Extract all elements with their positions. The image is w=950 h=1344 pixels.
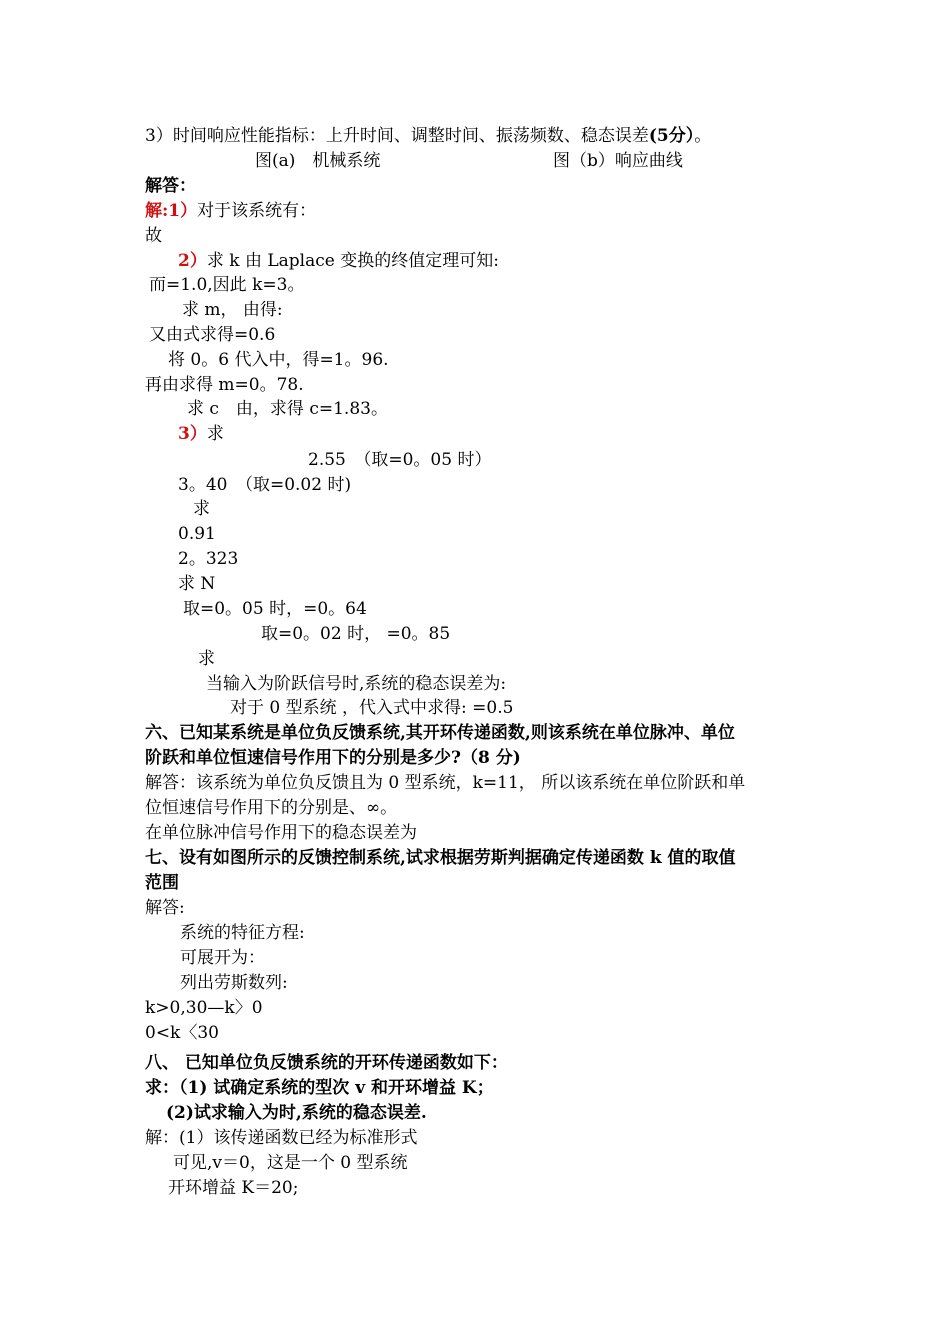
text: 对于该系统有： <box>197 201 317 221</box>
line-find-ess: 求 <box>198 649 215 669</box>
text: 求 k 由 Laplace 变换的终值定理可知: <box>206 251 499 271</box>
line-performance-metrics <box>145 125 711 147</box>
line-find-n: 求 N <box>178 574 216 594</box>
line-n-5pct: 取=0。05 时，=0。64 <box>183 599 367 619</box>
caption-figure-b: 图（b）响应曲线 <box>553 151 683 171</box>
line-n-2pct: 取=0。02 时， =0。85 <box>261 624 451 644</box>
question-7-line-1: 七、设有如图所示的反馈控制系统,试求根据劳斯判据确定传递函数 k 值的取值 <box>145 848 736 868</box>
answer-7-expand: 可展开为： <box>180 948 265 968</box>
question-8-line-1: 八、 已知单位负反馈系统的开环传递函数如下： <box>145 1053 508 1073</box>
answer-8-line-2: 可见,v＝0，这是一个 0 型系统 <box>173 1153 408 1173</box>
score: (5分） <box>648 126 695 146</box>
line-k-result: 而=1.0,因此 k=3。 <box>149 275 305 295</box>
question-8-line-3: (2)试求输入为时,系统的稳态误差. <box>166 1103 427 1123</box>
line-step-input: 当输入为阶跃信号时,系统的稳态误差为: <box>206 674 507 694</box>
step-marker: 解:1） <box>145 201 198 221</box>
question-6-line-2: 阶跃和单位恒速信号作用下的分别是多少?（8 分) <box>145 748 521 768</box>
text: 3）时间响应性能指标：上升时间、调整时间、振荡频数、稳态误差 <box>145 126 649 146</box>
answer-heading: 解答： <box>145 176 196 196</box>
line-type0-result: 对于 0 型系统 ，代入式中求得: =0.5 <box>230 698 514 718</box>
answer-8-line-3: 开环增益 K＝20; <box>168 1178 299 1198</box>
answer-7-condition: k>0,30—k〉0 <box>145 998 263 1018</box>
line-omega: 将 0。6 代入中，得=1。96. <box>168 350 389 370</box>
line-ts-2pct: 3。40 （取=0.02 时) <box>178 475 352 495</box>
answer-7-routh: 列出劳斯数列: <box>180 973 288 993</box>
answer-6-line-3: 在单位脉冲信号作用下的稳态误差为 <box>145 823 417 843</box>
caption-figure-a: 图(a) 机械系统 <box>255 151 381 171</box>
line-find: 求 <box>193 499 210 519</box>
answer-7-heading: 解答: <box>145 898 185 918</box>
line-find-m: 求 m， 由得: <box>182 300 283 320</box>
answer-6-line-1: 解答：该系统为单位负反馈且为 0 型系统，k=11， 所以该系统在单位阶跃和单 <box>145 773 746 793</box>
question-8-line-2: 求：（1) 试确定系统的型次 v 和开环增益 K； <box>145 1078 494 1098</box>
answer-6-line-2: 位恒速信号作用下的分别是、∞。 <box>145 798 398 818</box>
question-7-line-2: 范围 <box>145 873 179 893</box>
step-marker: 2） <box>178 251 207 271</box>
line-value-2323: 2。323 <box>178 549 239 569</box>
line-therefore: 故 <box>145 226 162 246</box>
answer-8-line-1: 解：(1）该传递函数已经为标准形式 <box>145 1128 418 1148</box>
line-ts-5pct: 2.55 （取=0。05 时） <box>308 450 492 470</box>
solution-step-2 <box>178 250 499 272</box>
line-m-result: 再由求得 m=0。78. <box>145 375 304 395</box>
answer-7-range: 0<k〈30 <box>145 1023 219 1043</box>
line-c-result: 求 c 由，求得 c=1.83。 <box>187 399 388 419</box>
line-zeta: 又由式求得=0.6 <box>149 325 276 345</box>
solution-step-1 <box>145 200 316 222</box>
text: 。 <box>694 126 712 146</box>
step-marker: 3） <box>178 424 207 444</box>
answer-7-char-eq: 系统的特征方程: <box>180 923 305 943</box>
solution-step-3 <box>178 423 224 445</box>
question-6-line-1: 六、已知某系统是单位负反馈系统,其开环传递函数,则该系统在单位脉冲、单位 <box>145 723 735 743</box>
line-value-091: 0.91 <box>178 524 216 544</box>
text: 求 <box>206 424 224 444</box>
